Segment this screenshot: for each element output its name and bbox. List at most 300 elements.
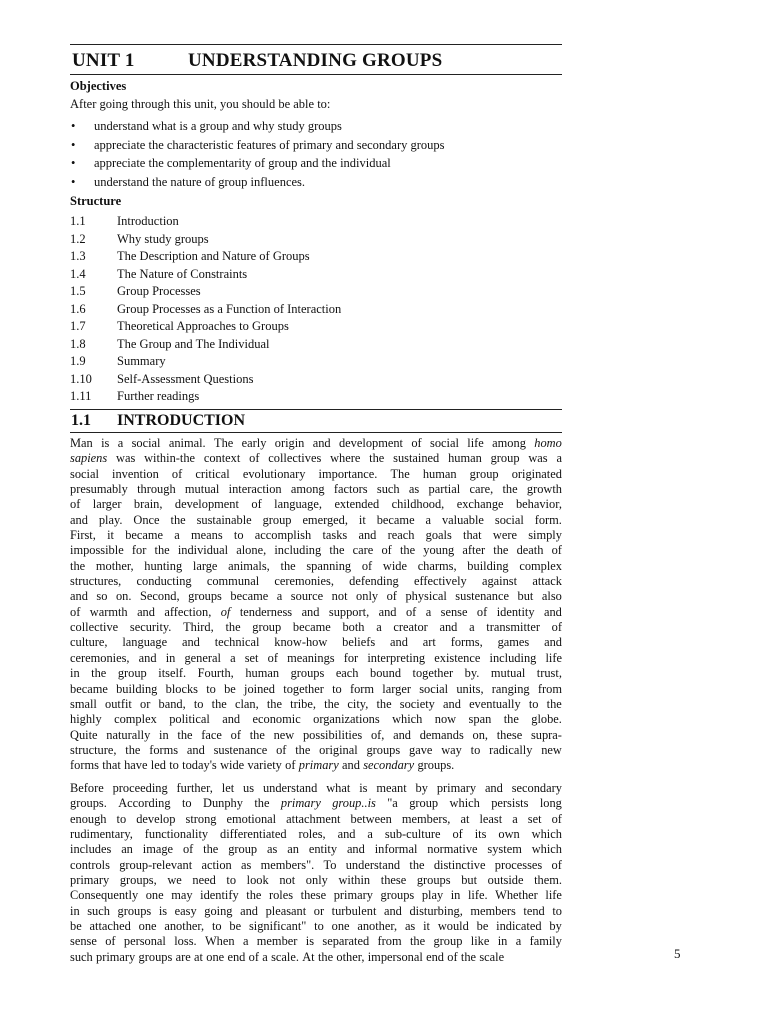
word: group: [409, 796, 439, 811]
word: including: [274, 543, 322, 558]
word: at: [194, 949, 203, 964]
word: sustainable: [196, 512, 252, 527]
word: and: [378, 604, 397, 619]
text-line: [70, 781, 562, 796]
word: and: [181, 635, 200, 650]
word: and: [137, 604, 155, 619]
word: life: [545, 650, 562, 665]
word: family: [529, 934, 562, 949]
word: sense: [70, 934, 97, 949]
word: and: [484, 781, 503, 795]
word: sub-culture: [384, 827, 441, 842]
word: it: [107, 528, 114, 543]
section-title: INTRODUCTION: [117, 412, 246, 429]
word: became: [125, 528, 164, 543]
word: led: [150, 758, 166, 773]
word: language: [122, 635, 168, 650]
word: that: [463, 528, 482, 543]
bullet-icon: •: [71, 174, 76, 189]
word: would: [437, 919, 469, 934]
text-line: [70, 451, 562, 466]
italic-word: homo: [534, 436, 562, 450]
text-line: [70, 482, 562, 497]
word: not: [279, 873, 296, 888]
word: eventually: [469, 696, 521, 711]
word: the: [211, 696, 227, 711]
word: need: [192, 873, 216, 888]
word: [299, 758, 339, 773]
word: primary: [70, 873, 110, 888]
objective-text: understand the nature of group influences.: [94, 174, 306, 189]
word: Third,: [183, 620, 214, 635]
word: According: [118, 796, 171, 811]
word: rudimentary,: [70, 827, 133, 842]
word: one: [138, 919, 157, 934]
word: sustained: [393, 451, 440, 466]
word: against: [481, 574, 518, 589]
word: political: [169, 712, 210, 727]
word: early: [241, 436, 267, 450]
text-line: [70, 888, 562, 903]
word: the: [154, 543, 170, 558]
word: group: [252, 620, 282, 635]
word: hunting: [144, 558, 183, 573]
word: general: [184, 650, 221, 665]
structure-item-number: 1.11: [70, 389, 92, 403]
word: today's: [182, 758, 217, 773]
text-line: [70, 635, 562, 650]
word: primary: [333, 888, 373, 903]
bullet-icon: •: [71, 156, 76, 170]
italic-word: of: [220, 604, 231, 619]
word: attack: [532, 574, 562, 589]
word: which: [449, 796, 480, 811]
word: development: [174, 497, 239, 512]
word: play.: [98, 512, 123, 527]
word: face: [201, 727, 222, 742]
word: life.: [467, 888, 488, 903]
word: secondary: [511, 781, 562, 795]
word: in: [159, 727, 169, 742]
word: blocks: [165, 681, 198, 696]
word: large: [192, 558, 218, 573]
text-line: [70, 728, 562, 743]
word: entity: [308, 842, 338, 857]
word: from: [537, 681, 562, 696]
word: larger: [382, 681, 411, 696]
word: such: [376, 482, 400, 497]
objective-item: [70, 175, 445, 194]
word: and: [393, 727, 411, 742]
word: [332, 796, 376, 811]
word: including: [489, 650, 537, 665]
word: to: [233, 528, 244, 543]
word: set: [527, 811, 542, 826]
word: and: [443, 696, 461, 711]
word: these: [496, 727, 523, 742]
word: invention: [112, 466, 159, 481]
word: the: [246, 888, 262, 903]
word: us: [243, 781, 255, 795]
word: individual: [177, 543, 229, 558]
word: it: [358, 512, 366, 527]
word: develop: [136, 811, 176, 826]
word: social: [430, 436, 459, 450]
word: possibilities: [302, 727, 363, 742]
word: another,: [164, 919, 205, 934]
word: of: [171, 466, 183, 481]
word: supra-: [530, 727, 562, 742]
word: the: [493, 543, 509, 558]
word: one: [145, 888, 164, 903]
word: it: [423, 919, 430, 934]
word: art: [422, 635, 436, 650]
word: to: [206, 681, 216, 696]
word: in: [450, 888, 461, 903]
word: and: [543, 604, 562, 619]
word: least: [479, 811, 503, 826]
word: new: [273, 727, 295, 742]
word: differentiated: [220, 827, 287, 842]
word: the: [254, 796, 270, 811]
word: system: [487, 842, 522, 857]
text-line: [70, 682, 562, 697]
word: impossible: [70, 543, 124, 558]
word: also: [541, 589, 562, 604]
word: the: [266, 696, 282, 711]
word: separated: [322, 934, 370, 949]
word: the: [376, 696, 392, 711]
section-number: 1.1: [71, 412, 91, 429]
word: normative: [427, 842, 478, 857]
word: clan,: [234, 696, 259, 711]
word: may: [171, 888, 193, 903]
word: outfit: [105, 696, 132, 711]
word: and: [70, 512, 88, 527]
word: life: [545, 888, 562, 903]
word: the: [177, 727, 193, 742]
word: sustenance: [213, 742, 268, 757]
word: and: [390, 635, 408, 650]
objective-item: [70, 138, 445, 157]
word: indicated: [496, 919, 542, 934]
word: or: [140, 696, 151, 711]
word: to: [226, 873, 237, 888]
word: Consequently: [70, 888, 139, 903]
word: radically: [489, 742, 533, 757]
word: simply: [528, 528, 562, 543]
word: naturally: [106, 727, 151, 742]
word: scale.: [271, 949, 299, 964]
word: human: [422, 466, 457, 481]
word: a: [425, 604, 432, 619]
text-line: [70, 651, 562, 666]
word: the: [409, 934, 426, 949]
word: but: [461, 873, 478, 888]
word: primary: [96, 949, 136, 964]
word: [363, 758, 414, 773]
word: small: [70, 696, 97, 711]
word: end: [227, 949, 246, 964]
word: beliefs: [342, 635, 376, 650]
structure-item-title: Why study groups: [117, 231, 209, 246]
word: Quite: [70, 727, 98, 742]
word: groups: [290, 666, 325, 681]
italic-word: group..is: [332, 796, 376, 811]
word: or: [313, 903, 325, 918]
word: understand: [262, 781, 318, 795]
word: means: [191, 528, 223, 543]
word: economic: [252, 712, 301, 727]
word: [221, 605, 231, 620]
structure-item-title: Introduction: [117, 214, 179, 228]
word: image: [142, 842, 174, 857]
word: goals: [425, 528, 452, 543]
objectives-heading: Objectives: [70, 79, 127, 93]
text-line: [70, 467, 562, 482]
word: action: [201, 857, 232, 872]
word: forms,: [450, 635, 483, 650]
word: the: [502, 482, 518, 497]
word: further,: [176, 781, 213, 795]
word: behavior,: [515, 497, 562, 512]
word: to: [116, 811, 127, 826]
structure-heading: Structure: [70, 194, 122, 208]
word: a: [425, 512, 432, 527]
word: for: [343, 650, 359, 665]
word: the: [317, 949, 334, 964]
structure-item-title: Group Processes: [117, 284, 201, 298]
top-rule: [70, 44, 562, 45]
word: and: [439, 620, 458, 635]
word: physical: [405, 589, 447, 604]
text-line: [70, 758, 562, 773]
word: source: [290, 589, 324, 604]
word: to: [332, 681, 342, 696]
word: by: [415, 781, 428, 795]
text-line: [70, 620, 562, 635]
word: city,: [347, 696, 369, 711]
word: an: [121, 842, 133, 857]
word: groups: [380, 888, 415, 903]
word: warmth: [89, 604, 128, 619]
word: to: [193, 696, 204, 711]
word: social: [494, 512, 524, 527]
unit-title: UNDERSTANDING GROUPS: [188, 50, 443, 71]
unit-number: UNIT 1: [72, 50, 135, 71]
word: a: [367, 827, 373, 842]
word: communal: [206, 574, 260, 589]
word: to: [169, 758, 179, 773]
word: disturbing,: [409, 903, 463, 918]
word: band,: [158, 696, 186, 711]
word: meanings: [287, 650, 335, 665]
word: of: [381, 543, 392, 558]
word: social: [70, 466, 99, 481]
word: games: [497, 635, 530, 650]
word: the: [295, 742, 311, 757]
word: after: [462, 543, 486, 558]
structure-item-number: 1.1: [70, 214, 86, 228]
text-line: [70, 497, 562, 512]
word: of: [276, 742, 287, 757]
unit-heading: [70, 47, 562, 73]
word: and: [358, 528, 377, 543]
word: of: [386, 589, 397, 604]
word: in: [70, 903, 80, 918]
word: evolutionary: [242, 466, 306, 481]
word: we: [167, 873, 182, 888]
word: ceremonies,: [70, 650, 130, 665]
word: and: [544, 635, 562, 650]
word: accomplish: [254, 528, 312, 543]
structure-item-number: 1.2: [70, 231, 86, 246]
text-line: [70, 574, 562, 589]
word: of: [267, 650, 278, 665]
word: Second,: [140, 589, 180, 604]
word: the: [170, 512, 186, 527]
word: these: [300, 888, 327, 903]
word: ranging: [491, 681, 530, 696]
text-line: [70, 605, 562, 620]
word: units,: [456, 681, 484, 696]
word: each: [335, 666, 359, 681]
word: Before: [70, 781, 104, 795]
word: in: [165, 650, 176, 665]
word: The: [390, 466, 410, 481]
word: support,: [328, 604, 370, 619]
word: forms: [70, 758, 99, 773]
word: animals,: [228, 558, 270, 573]
word: society: [399, 696, 435, 711]
text-line: [70, 873, 562, 888]
word: creator: [393, 620, 428, 635]
objective-text: appreciate the complementarity of group and the individual: [94, 156, 391, 170]
word: easy: [174, 903, 197, 918]
word: now: [434, 712, 457, 727]
word: informal: [374, 842, 418, 857]
word: be: [70, 919, 82, 934]
word: globe.: [531, 712, 562, 727]
word: to: [314, 919, 324, 934]
word: culture,: [70, 635, 108, 650]
word: such: [87, 903, 110, 918]
word: another,: [357, 919, 398, 934]
word: of: [551, 857, 562, 872]
word: care: [352, 543, 374, 558]
word: be: [229, 919, 242, 934]
word: complex: [519, 558, 562, 573]
word: the: [409, 857, 425, 872]
word: one: [206, 949, 225, 964]
word: a: [242, 934, 249, 949]
word: became: [70, 681, 108, 696]
word: let: [221, 781, 235, 795]
word: the: [70, 558, 86, 573]
structure-item-number: 1.9: [70, 354, 86, 368]
word: [534, 436, 562, 451]
word: personal: [123, 934, 166, 949]
word: gave: [409, 742, 433, 757]
italic-word: secondary: [363, 758, 415, 773]
word: way: [441, 742, 462, 757]
word: interaction: [228, 482, 282, 497]
word: which: [531, 827, 562, 842]
word: the: [203, 842, 219, 857]
structure-item-number: 1.4: [70, 266, 86, 281]
word: is: [305, 934, 315, 949]
word: joined: [244, 681, 276, 696]
word: itself.: [158, 666, 187, 681]
text-line: [70, 796, 562, 811]
word: form: [349, 681, 375, 696]
word: structure,: [70, 742, 117, 757]
word: building: [467, 558, 509, 573]
word: of: [182, 842, 194, 857]
structure-item-number: 1.5: [70, 284, 86, 298]
word: variety: [247, 758, 282, 773]
word: The: [214, 436, 234, 450]
word: group: [490, 451, 520, 466]
word: its: [474, 827, 487, 842]
word: of: [248, 949, 259, 964]
word: turbulent: [331, 903, 377, 918]
word: First,: [70, 528, 96, 543]
word: so: [96, 589, 108, 604]
word: span: [468, 712, 492, 727]
word: only: [356, 589, 379, 604]
word: long: [539, 796, 562, 811]
bullet-icon: •: [71, 119, 76, 133]
word: look: [246, 873, 269, 888]
word: sense: [440, 604, 468, 619]
word: processes: [494, 857, 543, 872]
word: as: [404, 919, 416, 934]
word: groups.: [70, 796, 107, 811]
word: effectively: [413, 574, 467, 589]
word: the: [503, 712, 519, 727]
word: mutual: [184, 482, 220, 497]
word: and: [346, 842, 365, 857]
word: groups: [117, 903, 152, 918]
word: brain,: [133, 497, 163, 512]
text-line: [70, 904, 562, 919]
word: collectives: [268, 451, 322, 466]
section-rule-top: [70, 409, 562, 410]
word: on,: [472, 727, 488, 742]
word: of: [70, 604, 81, 619]
word: conducting: [136, 574, 192, 589]
word: such: [70, 949, 93, 964]
word: have: [124, 758, 148, 773]
word: and: [342, 758, 360, 773]
word: a: [556, 451, 562, 466]
word: attached: [89, 919, 131, 934]
word: care,: [469, 482, 494, 497]
word: existence: [434, 650, 481, 665]
word: both: [342, 620, 365, 635]
word: When: [204, 934, 235, 949]
word: and: [70, 589, 88, 604]
word: reach: [387, 528, 415, 543]
heading-rule: [70, 74, 562, 75]
word: persists: [491, 796, 529, 811]
word: and: [337, 827, 356, 842]
word: structures,: [70, 574, 122, 589]
word: original: [319, 742, 358, 757]
structure-item-number: 1.3: [70, 249, 86, 263]
word: within: [338, 873, 371, 888]
